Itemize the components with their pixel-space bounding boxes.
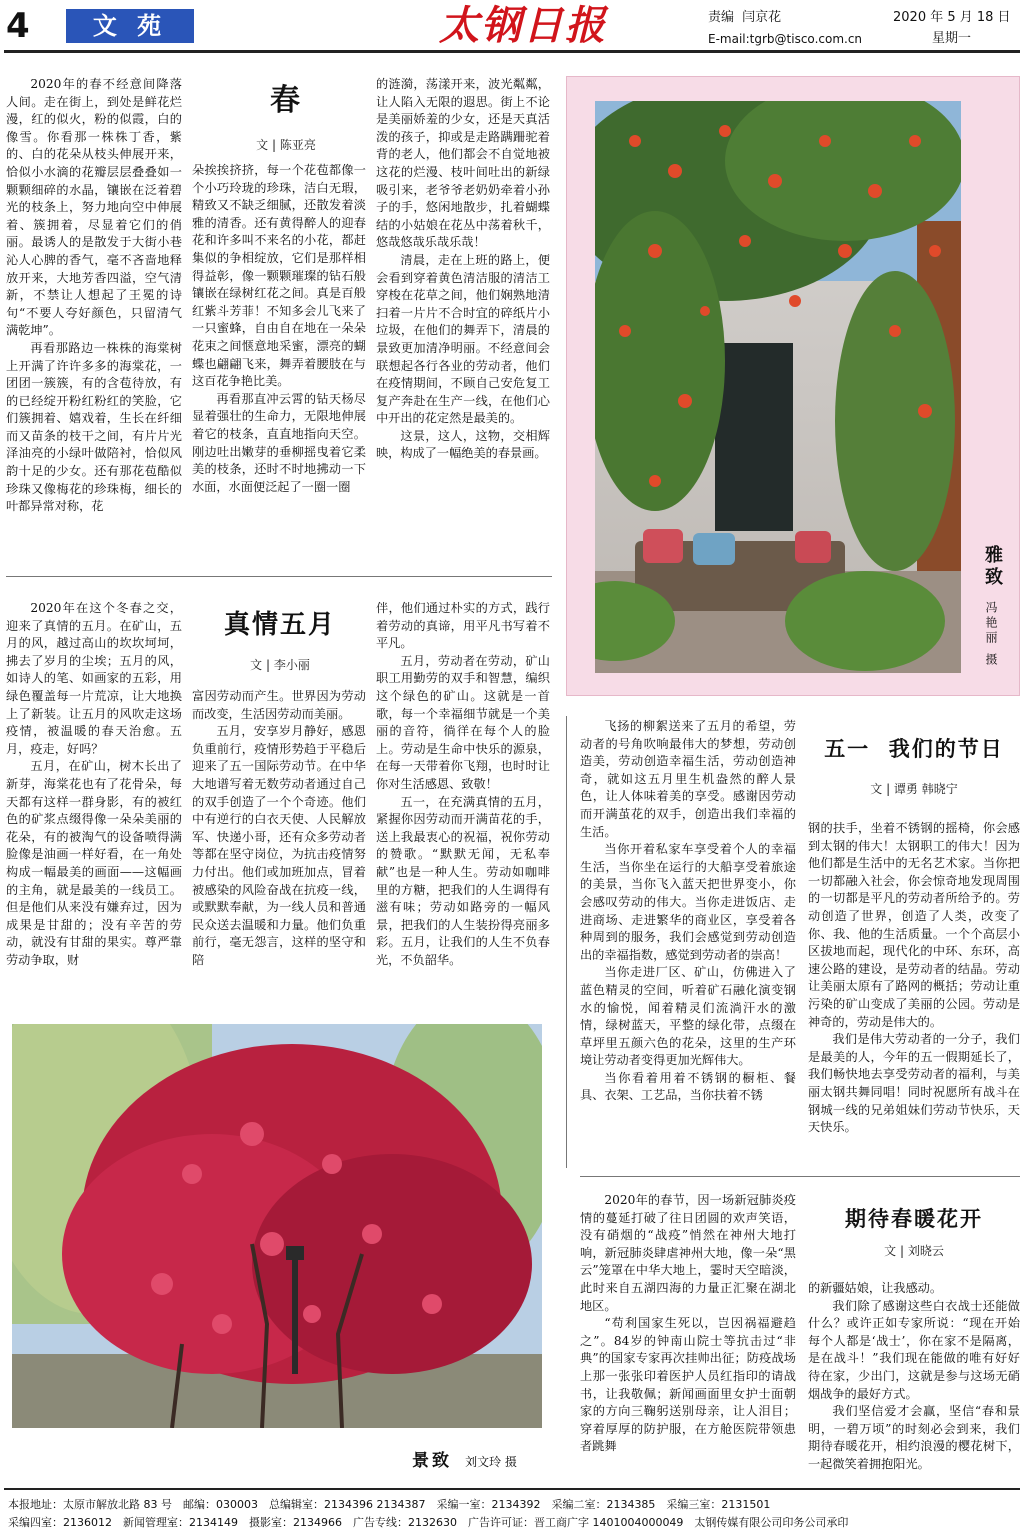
paragraph: 当你看着用着不锈钢的橱柜、餐具、衣架、工艺品，当你扶着不锈 [580, 1070, 796, 1103]
paragraph: 富因劳动而产生。世界因为劳动而改变，生活因劳动而美丽。 [192, 689, 366, 721]
may-byline: 文 | 李小丽 [250, 658, 310, 672]
page-number: 4 [6, 6, 30, 46]
email-label: E-mail: [708, 32, 750, 46]
footer-rule [4, 1488, 1020, 1490]
paragraph: 再看那直冲云霄的钻天杨尽显着强壮的生命力，无限地伸展着它的枝条，直直地指向天空。刚边吐出嫩芽的垂柳摇曳着它柔美的枝条，还时不时地拂动一下水面，水面便泛起了一圈一圈 [192, 391, 366, 494]
paragraph: 五一，在充满真情的五月，紧握你因劳动而开满苗花的手，送上我最衷心的祝福，祝你劳动的赞歌。“默默无闻，无私奉献”也是一种人生。劳动如咖啡里的方糖，把我们的人生调得有滋有味；劳动如路旁的一幅风景，把我们的人生装扮得亮丽多彩。五月，让我们的人生不负春光，不负韶华。 [376, 794, 550, 967]
footer-line-1: 本报地址：太原市解放北路 83 号 邮编：030003 总编辑室：2134396 2134387 采编一室：2134392 采编二室：2134385 采编三室：2131501 [8, 1498, 771, 1511]
spring-col-1 [6, 76, 182, 550]
paragraph: 的新疆姑娘，让我感动。 [808, 1281, 943, 1295]
photo-elegance [595, 101, 961, 673]
paragraph: 的涟漪，荡漾开来，波光粼粼，让人陷入无限的遐思。街上不论是美丽娇羞的少女，还是天真活泼的孩子，抑或是走路蹒跚驼着背的老人，他们都会不自觉地被这花的烂漫、枝叶间吐出的新绿吸引来，老爷爷老奶奶牵着小孙子的手，悠闲地散步，扎着蝴蝶结的小姑娘在花丛中荡着秋千，悠哉悠哉乐哉乐哉！ [376, 77, 550, 250]
may-col-2 [192, 688, 366, 1006]
divider [566, 716, 567, 1168]
mayday-col-2 [808, 820, 1020, 1158]
photo-elegance-title: 雅致 [982, 545, 1003, 589]
footer-line-2: 采编四室：2136012 新闻管理室：2134149 摄影室：2134966 广告专线：2132630 广告许可证：晋工商广字 1401004000049 太钢传媒有限公司印务公司承印 [8, 1516, 849, 1529]
issue-weekday: 星期一 [932, 31, 972, 46]
header-rule [4, 50, 1020, 53]
paragraph: 我们是伟大劳动者的一分子，我们是最美的人，今年的五一假期延长了，我们畅快地去享受劳动者的福利，与美丽太钢共舞同唱！同时祝愿所有战斗在钢城一线的兄弟姐妹们劳动节快乐，天天快乐。 [808, 1032, 1020, 1135]
section-badge: 文 苑 [66, 9, 194, 43]
may-col-3 [376, 600, 550, 1006]
masthead: 太钢日报 [439, 2, 607, 49]
paragraph: 2020年的春不经意间降落人间。走在街上，到处是鲜花烂漫，红的似火，粉的似霞，白的像雪。你看那一株株丁香，紫的、白的花朵从枝头伸展开来，恰似小水滴的花瓣层层叠叠如一颗颗细碎的水晶，镶嵌在泛着碧光的枝条上，努力地向空中伸展着、簇拥着，尽显着它们的俏丽。最诱人的是散发于大街小巷沁人心脾的香气，毫不吝啬地释放开来，大地芳香四溢，空气清新，不禁让人想起了王冕的诗句“不要人夸好颜色，只留清气满乾坤”。 [6, 77, 182, 338]
paragraph: 清晨，走在上班的路上，便会看到穿着黄色清洁服的清洁工穿梭在花草之间，他们娴熟地清扫着一片片不合时宜的碎纸片小垃圾，在他们的舞弄下，清晨的景致更加清净明丽。不经意间会联想起各行各业的劳动者，他们在疫情期间，不顾自己安危复工复产奔赴在生产一线，在他们心中开出的花定然是最美的。 [376, 252, 550, 426]
spring-hope-title: 期待春暖花开 [845, 1207, 983, 1231]
mayday-title: 五一 我们的节日 [824, 737, 1004, 761]
editor-line [708, 10, 781, 26]
may-col-1 [6, 600, 182, 1006]
paragraph: “苟利国家生死以，岂因祸福避趋之”。84岁的钟南山院士等抗击过“非典”的国家专家再次挂帅出征；防疫战场上那一张张印着医护人员红指印的请战书，让我敬佩；新闻画面里女护士面朝家的方向三鞠躬送别母亲，让人泪目；穿着厚厚的防护服，在方舱医院带领患者跳舞 [580, 1316, 796, 1454]
photo-scenery [12, 1024, 542, 1428]
paragraph: 我们坚信爱才会赢，坚信“春和景明，一碧万顷”的时刻必会到来，我们期待春暖花开，相约浪漫的樱花树下，一起微笑着拥抱阳光。 [808, 1404, 1020, 1471]
paragraph: 朵挨挨挤挤，每一个花苞都像一个小巧玲珑的珍珠，洁白无瑕，精致又不缺乏细腻，还散发着淡雅的清香。还有黄得醉人的迎春花和许多叫不来名的小花，都赶集似的争相绽放，它们是那样相得益彰，像一颗颗璀璨的钻石般镶嵌在绿树红花之间。真是百般红紫斗芳菲！不知多会儿飞来了一只蜜蜂，自由自在地在一朵朵花束之间惬意地采蜜，漂亮的蝴蝶也翩翩飞来，舞弄着腰肢在与这百花争艳比美。 [192, 163, 366, 389]
spring-col-3 [376, 76, 550, 550]
paragraph: 2020年的春节，因一场新冠肺炎疫情的蔓延打破了往日团圆的欢声笑语，没有硝烟的“战疫”悄然在神州大地打响，新冠肺炎肆虐神州大地，像一朵“黑云”笼罩在中华大地上，霎时天空暗淡，此时来自五湖四海的力量正汇聚在湖北地区。 [580, 1193, 796, 1313]
spring-hope-col-2 [808, 1280, 1020, 1480]
mayday-byline: 文 | 谭勇 韩晓宁 [870, 782, 958, 796]
paragraph: 五月，在矿山，树木长出了新芽，海棠花也有了花骨朵，每天都有这样一群身影，有的被红色的矿浆点缀得像一朵朵美丽的花朵，有的被淘气的设备喷得满脸像是油画一样好看，在一角处构成一幅最美的画面——这幅画的主角，就是最美的一线员工。但是他们从来没有嫌弃过，因为成果是甘甜的；没有辛苦的劳动，就没有甘甜的果实。尊严靠劳动争取，财 [6, 759, 182, 967]
spring-title: 春 [270, 83, 302, 118]
spring-col-2 [192, 162, 366, 550]
email-line [708, 31, 862, 47]
spring-byline: 文 | 陈亚亮 [256, 138, 316, 152]
editor-label: 责编 [708, 10, 735, 25]
paragraph: 五月，安享岁月静好，感恩负重前行，疫情形势趋于平稳后迎来了五一国际劳动节。在中华大地谱写着无数劳动者通过自己的双手创造了一个个奇迹。他们中有逆行的白衣天使、人民解放军、快递小哥，还有众多劳动者等都在坚守岗位，为抗击疫情努力付出。他们或加班加点，冒着被感染的风险奋战在抗疫一线，或默默奉献，为一线人员和普通民众送去温暖和力量。他们负重前行，毫无怨言，这样的坚守和陪 [192, 724, 366, 967]
paragraph: 钢的扶手，坐着不锈钢的摇椅，你会感到太钢的伟大！太钢职工的伟大！因为他们都是生活中的无名艺术家。当你把一切都融入社会，你会惊奇地发现周围的一切都是平凡的劳动者所给予的。劳动创造了世界，创造了人类，改变了你、我、他的生活质量。一个个高层小区拔地而起，现代化的中环、东环，高速公路的建设，是劳动者的结晶。劳动让美丽太原有了路网的概括；劳动让重污染的矿山变成了美丽的公园。劳动是神奇的，劳动是伟大的。 [808, 821, 1020, 1029]
paragraph: 飞扬的柳絮送来了五月的希望，劳动者的号角吹响最伟大的梦想，劳动创造美，劳动创造幸福生活，劳动创造神奇，就如这五月里生机盎然的醉人景色，让人体味着美的享受。感谢因劳动而开满茧花的双手，创造出我们幸福的生活。 [580, 719, 796, 839]
divider [580, 1176, 1020, 1177]
photo-elegance-credit: 冯艳丽 摄 [984, 601, 998, 668]
photo-frame-elegance [566, 76, 1020, 696]
photo-scenery-caption [412, 1446, 517, 1471]
photo-scenery-title: 景致 [412, 1451, 452, 1471]
divider [6, 576, 552, 577]
paragraph: 伴，他们通过朴实的方式，践行着劳动的真谛，用平凡书写着不平凡。 [376, 601, 550, 651]
paragraph: 再看那路边一株株的海棠树上开满了许许多多的海棠花，一团团一簇簇，有的含苞待放，有的已经绽开粉红粉红的笑脸，它们簇拥着、嬉戏着，生长在纤细而又苗条的枝干之间，有片片光泽油亮的小绿叶做陪衬，恰似风韵十足的少女。还有那花苞酷似珍珠又像梅花的珍珠梅，细长的叶都异常对称，花 [6, 340, 182, 514]
paragraph: 五月，劳动者在劳动，矿山职工用勤劳的双手和智慧，编织这个绿色的矿山。这就是一首歌，每一个幸福细节就是一个美丽的音符，徜徉在每个人的脸上。劳动是生命中快乐的源泉，在每一天带着你飞翔，也时时让你对生活感恩、致敬！ [376, 653, 550, 791]
paragraph: 当你走进厂区、矿山，仿佛进入了蓝色精灵的空间，听着矿石融化演变钢水的愉悦，闻着精灵们流淌汗水的激情，绿树蓝天，平整的绿化带，点缀在草坪里五颜六色的花朵，这里的生产环境让劳动者变得更加光辉伟大。 [580, 965, 796, 1068]
spring-hope-col-1 [580, 1192, 796, 1480]
mayday-col-1 [580, 718, 796, 1158]
issue-date: 2020 年 5 月 18 日 [893, 10, 1011, 25]
photo-scenery-credit: 刘文玲 摄 [465, 1455, 517, 1469]
email-address[interactable]: tgrb@tisco.com.cn [749, 32, 863, 46]
paragraph: 我们除了感谢这些白衣战士还能做什么？或许正如专家所说：“现在开始每个人都是‘战士’，你在家不是隔离，是在战斗！”我们现在能做的唯有好好待在家，少出门，这就是参与这场无硝烟战争的最好方式。 [808, 1298, 1020, 1401]
spring-hope-byline: 文 | 刘晓云 [884, 1244, 944, 1258]
paragraph: 2020年在这个冬春之交，迎来了真情的五月。在矿山，五月的风，越过高山的坎坎坷坷，拂去了岁月的尘埃；五月的风，如诗人的笔、如画家的五彩，用绿色覆盖每一片荒凉，让大地换上了新装。让五月的风吹走这场疫情，被温暖的春天治愈。五月，疫走，好吗？ [6, 601, 182, 756]
paragraph: 当你开着私家车享受着个人的幸福生活，当你坐在运行的大船享受着旅途的美景，当你飞入蓝天把世界变小，你会感叹劳动的伟大。当你走进饭店、走进商场、走进繁华的商业区，享受着各种周到的服务，我们会感觉到劳动创造出的幸福指数，感觉到劳动者的崇高！ [580, 842, 796, 962]
paragraph: 这景，这人，这物，交相辉映，构成了一幅绝美的春景画。 [376, 428, 550, 461]
editor-name: 闫京花 [742, 10, 782, 25]
may-title: 真情五月 [223, 610, 336, 640]
